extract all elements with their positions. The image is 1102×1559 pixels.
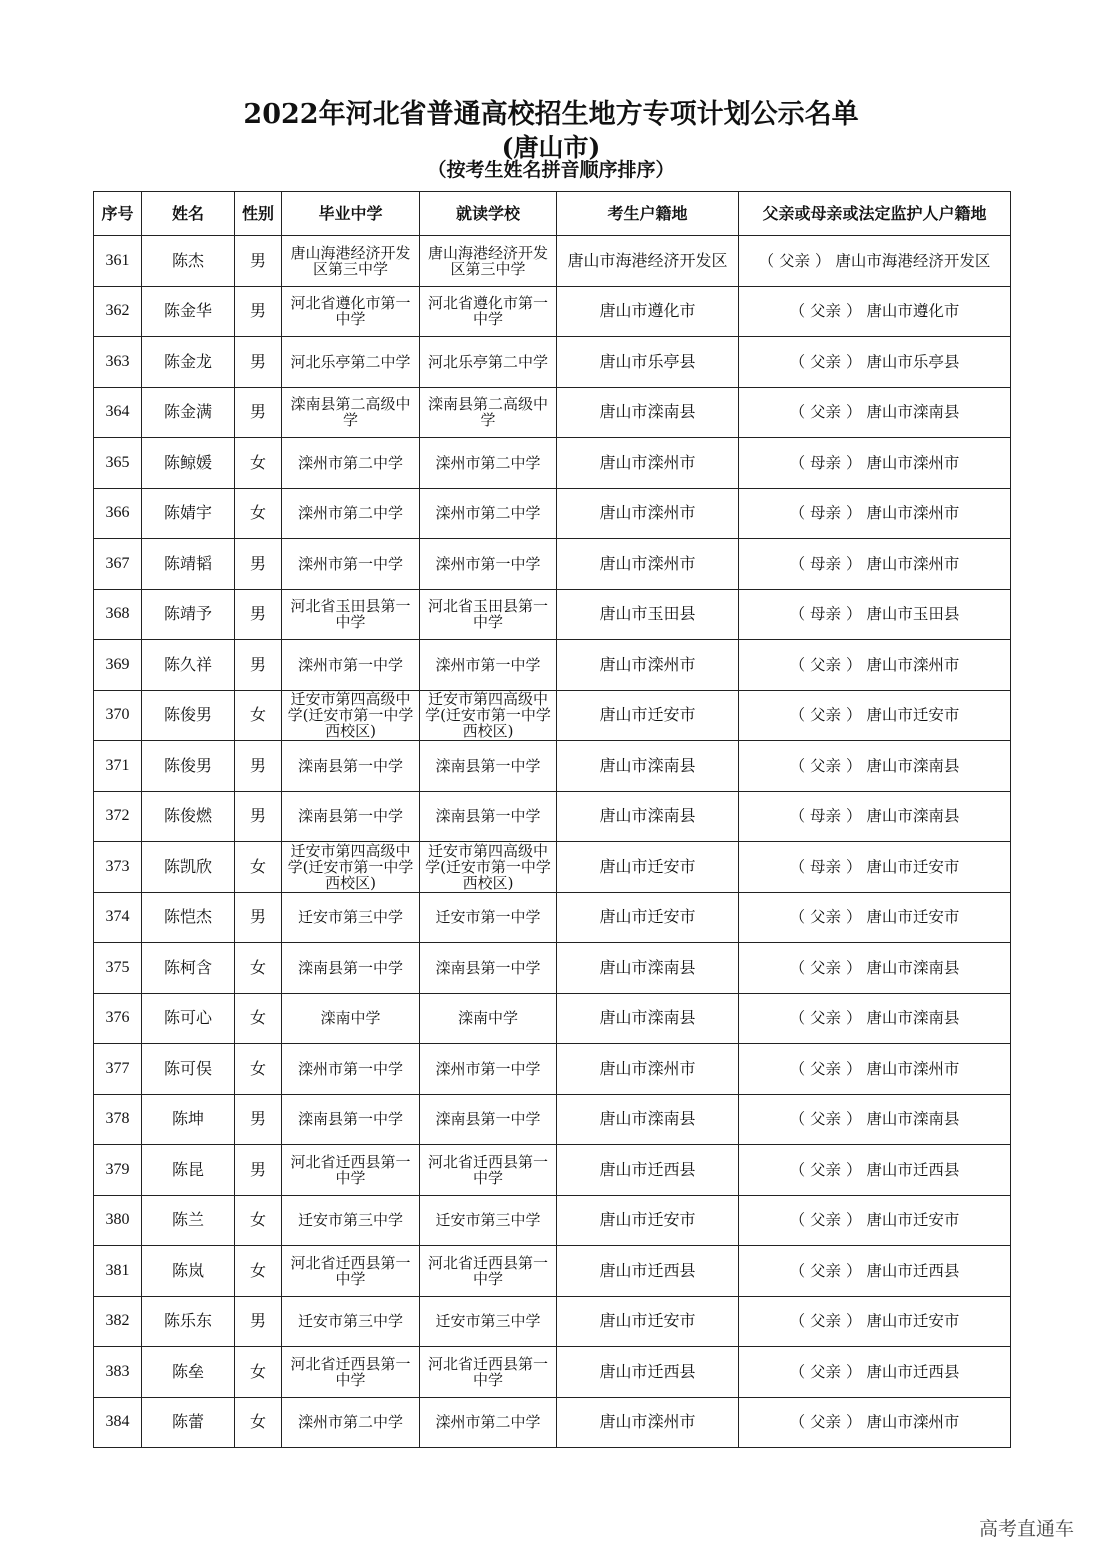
gender-cell: 男 (235, 640, 282, 691)
name-cell: 陈靖韬 (142, 539, 235, 590)
name-cell: 陈兰 (142, 1195, 235, 1246)
guardian-residence-cell: （ 父亲 ） 唐山市迁安市 (739, 1195, 1011, 1246)
residence-cell: 唐山市滦州市 (557, 488, 739, 539)
header-name: 姓名 (142, 192, 235, 236)
grad-school-cell: 滦南县第一中学 (282, 1094, 420, 1145)
seq-cell: 370 (94, 690, 142, 741)
grad-school-cell: 迁安市第四高级中学(迁安市第一中学西校区) (282, 690, 420, 741)
name-cell: 陈俊男 (142, 690, 235, 741)
current-school-cell: 滦州市第一中学 (420, 1044, 557, 1095)
current-school-cell: 滦南县第一中学 (420, 791, 557, 842)
current-school-cell: 河北省迁西县第一中学 (420, 1246, 557, 1297)
seq-cell: 362 (94, 286, 142, 337)
guardian-residence-cell: （ 父亲 ） 唐山市滦南县 (739, 993, 1011, 1044)
seq-cell: 382 (94, 1296, 142, 1347)
grad-school-cell: 滦南中学 (282, 993, 420, 1044)
seq-cell: 364 (94, 387, 142, 438)
grad-school-cell: 河北省玉田县第一中学 (282, 589, 420, 640)
guardian-residence-cell: （ 父亲 ） 唐山市迁西县 (739, 1347, 1011, 1398)
current-school-cell: 滦州市第二中学 (420, 1397, 557, 1448)
seq-cell: 376 (94, 993, 142, 1044)
guardian-residence-cell: （ 父亲 ） 唐山市滦南县 (739, 1094, 1011, 1145)
seq-cell: 372 (94, 791, 142, 842)
guardian-residence-cell: （ 父亲 ） 唐山市滦南县 (739, 943, 1011, 994)
residence-cell: 唐山市滦州市 (557, 1397, 739, 1448)
grad-school-cell: 迁安市第三中学 (282, 1296, 420, 1347)
header-grad-school: 毕业中学 (282, 192, 420, 236)
table-header-row (94, 192, 1011, 236)
table-row (94, 1145, 1011, 1196)
seq-cell: 384 (94, 1397, 142, 1448)
current-school-cell: 滦州市第一中学 (420, 640, 557, 691)
grad-school-cell: 河北省遵化市第一中学 (282, 286, 420, 337)
guardian-residence-cell: （ 母亲 ） 唐山市迁安市 (739, 842, 1011, 893)
seq-cell: 373 (94, 842, 142, 893)
residence-cell: 唐山市迁安市 (557, 1296, 739, 1347)
seq-cell: 371 (94, 741, 142, 792)
grad-school-cell: 滦南县第一中学 (282, 943, 420, 994)
residence-cell: 唐山市滦州市 (557, 438, 739, 489)
grad-school-cell: 滦南县第二高级中学 (282, 387, 420, 438)
seq-cell: 379 (94, 1145, 142, 1196)
seq-cell: 365 (94, 438, 142, 489)
name-cell: 陈可心 (142, 993, 235, 1044)
residence-cell: 唐山市滦州市 (557, 640, 739, 691)
gender-cell: 男 (235, 539, 282, 590)
table-row (94, 1347, 1011, 1398)
guardian-residence-cell: （ 父亲 ） 唐山市迁安市 (739, 892, 1011, 943)
current-school-cell: 迁安市第一中学 (420, 892, 557, 943)
gender-cell: 女 (235, 1397, 282, 1448)
seq-cell: 383 (94, 1347, 142, 1398)
gender-cell: 男 (235, 387, 282, 438)
residence-cell: 唐山市乐亭县 (557, 337, 739, 388)
gender-cell: 女 (235, 1044, 282, 1095)
table-row (94, 286, 1011, 337)
residence-cell: 唐山市迁西县 (557, 1246, 739, 1297)
residence-cell: 唐山市滦州市 (557, 539, 739, 590)
header-seq: 序号 (94, 192, 142, 236)
current-school-cell: 滦州市第一中学 (420, 539, 557, 590)
seq-cell: 369 (94, 640, 142, 691)
grad-school-cell: 迁安市第四高级中学(迁安市第一中学西校区) (282, 842, 420, 893)
guardian-residence-cell: （ 父亲 ） 唐山市滦州市 (739, 1397, 1011, 1448)
current-school-cell: 滦南中学 (420, 993, 557, 1044)
current-school-cell: 河北省迁西县第一中学 (420, 1145, 557, 1196)
grad-school-cell: 河北省迁西县第一中学 (282, 1145, 420, 1196)
grad-school-cell: 河北乐亭第二中学 (282, 337, 420, 388)
name-cell: 陈乐东 (142, 1296, 235, 1347)
seq-cell: 361 (94, 236, 142, 287)
guardian-residence-cell: （ 父亲 ） 唐山市滦南县 (739, 387, 1011, 438)
header-residence: 考生户籍地 (557, 192, 739, 236)
gender-cell: 女 (235, 690, 282, 741)
guardian-residence-cell: （ 母亲 ） 唐山市滦南县 (739, 791, 1011, 842)
current-school-cell: 滦州市第二中学 (420, 438, 557, 489)
grad-school-cell: 滦南县第一中学 (282, 741, 420, 792)
residence-cell: 唐山市迁安市 (557, 1195, 739, 1246)
gender-cell: 男 (235, 1145, 282, 1196)
grad-school-cell: 滦南县第一中学 (282, 791, 420, 842)
table-row (94, 539, 1011, 590)
name-cell: 陈柯含 (142, 943, 235, 994)
guardian-residence-cell: （ 父亲 ） 唐山市迁西县 (739, 1246, 1011, 1297)
gender-cell: 男 (235, 1094, 282, 1145)
grad-school-cell: 迁安市第三中学 (282, 1195, 420, 1246)
table-row (94, 1044, 1011, 1095)
table-row (94, 791, 1011, 842)
watermark: 高考直通车 (978, 1518, 1074, 1540)
document-title: 2022年河北省普通高校招生地方专项计划公示名单 (243, 99, 859, 130)
seq-cell: 363 (94, 337, 142, 388)
name-cell: 陈恺杰 (142, 892, 235, 943)
current-school-cell: 滦州市第二中学 (420, 488, 557, 539)
name-cell: 陈鲸媛 (142, 438, 235, 489)
name-cell: 陈靖予 (142, 589, 235, 640)
seq-cell: 375 (94, 943, 142, 994)
gender-cell: 女 (235, 842, 282, 893)
table-row (94, 943, 1011, 994)
residence-cell: 唐山市滦州市 (557, 1044, 739, 1095)
grad-school-cell: 唐山海港经济开发区第三中学 (282, 236, 420, 287)
table-row (94, 1397, 1011, 1448)
guardian-residence-cell: （ 父亲 ） 唐山市乐亭县 (739, 337, 1011, 388)
table-body (94, 236, 1011, 1448)
header-current-school: 就读学校 (420, 192, 557, 236)
gender-cell: 男 (235, 337, 282, 388)
seq-cell: 378 (94, 1094, 142, 1145)
current-school-cell: 迁安市第三中学 (420, 1296, 557, 1347)
guardian-residence-cell: （ 父亲 ） 唐山市迁安市 (739, 1296, 1011, 1347)
student-roster-table (93, 191, 1011, 1448)
gender-cell: 女 (235, 1347, 282, 1398)
gender-cell: 女 (235, 943, 282, 994)
table-row (94, 438, 1011, 489)
gender-cell: 男 (235, 791, 282, 842)
name-cell: 陈俊男 (142, 741, 235, 792)
table-row (94, 892, 1011, 943)
name-cell: 陈金满 (142, 387, 235, 438)
gender-cell: 男 (235, 286, 282, 337)
table-row (94, 337, 1011, 388)
table-row (94, 1195, 1011, 1246)
name-cell: 陈蕾 (142, 1397, 235, 1448)
name-cell: 陈婧宇 (142, 488, 235, 539)
name-cell: 陈岚 (142, 1246, 235, 1297)
grad-school-cell: 滦州市第二中学 (282, 1397, 420, 1448)
residence-cell: 唐山市滦南县 (557, 943, 739, 994)
gender-cell: 女 (235, 1195, 282, 1246)
residence-cell: 唐山市迁西县 (557, 1145, 739, 1196)
guardian-residence-cell: （ 父亲 ） 唐山市迁安市 (739, 690, 1011, 741)
current-school-cell: 河北省迁西县第一中学 (420, 1347, 557, 1398)
table-row (94, 1246, 1011, 1297)
guardian-residence-cell: （ 母亲 ） 唐山市滦州市 (739, 438, 1011, 489)
name-cell: 陈垒 (142, 1347, 235, 1398)
residence-cell: 唐山市海港经济开发区 (557, 236, 739, 287)
seq-cell: 377 (94, 1044, 142, 1095)
seq-cell: 366 (94, 488, 142, 539)
guardian-residence-cell: （ 父亲 ） 唐山市迁西县 (739, 1145, 1011, 1196)
table-row (94, 640, 1011, 691)
residence-cell: 唐山市迁安市 (557, 892, 739, 943)
residence-cell: 唐山市滦南县 (557, 993, 739, 1044)
residence-cell: 唐山市滦南县 (557, 1094, 739, 1145)
name-cell: 陈可俣 (142, 1044, 235, 1095)
current-school-cell: 迁安市第三中学 (420, 1195, 557, 1246)
guardian-residence-cell: （ 父亲 ） 唐山市遵化市 (739, 286, 1011, 337)
gender-cell: 男 (235, 741, 282, 792)
residence-cell: 唐山市滦南县 (557, 387, 739, 438)
gender-cell: 女 (235, 993, 282, 1044)
grad-school-cell: 滦州市第二中学 (282, 438, 420, 489)
current-school-cell: 唐山海港经济开发区第三中学 (420, 236, 557, 287)
table-row (94, 690, 1011, 741)
residence-cell: 唐山市遵化市 (557, 286, 739, 337)
guardian-residence-cell: （ 母亲 ） 唐山市滦州市 (739, 488, 1011, 539)
grad-school-cell: 滦州市第一中学 (282, 640, 420, 691)
table-row (94, 1296, 1011, 1347)
current-school-cell: 滦南县第一中学 (420, 1094, 557, 1145)
residence-cell: 唐山市迁安市 (557, 842, 739, 893)
seq-cell: 381 (94, 1246, 142, 1297)
table-row (94, 993, 1011, 1044)
current-school-cell: 滦南县第一中学 (420, 943, 557, 994)
grad-school-cell: 河北省迁西县第一中学 (282, 1246, 420, 1297)
name-cell: 陈金龙 (142, 337, 235, 388)
grad-school-cell: 滦州市第二中学 (282, 488, 420, 539)
name-cell: 陈凯欣 (142, 842, 235, 893)
guardian-residence-cell: （ 母亲 ） 唐山市滦州市 (739, 539, 1011, 590)
grad-school-cell: 迁安市第三中学 (282, 892, 420, 943)
table-row (94, 488, 1011, 539)
gender-cell: 男 (235, 236, 282, 287)
header-guardian-residence: 父亲或母亲或法定监护人户籍地 (739, 192, 1011, 236)
guardian-residence-cell: （ 母亲 ） 唐山市玉田县 (739, 589, 1011, 640)
city-subtitle: (唐山市) (501, 133, 601, 162)
name-cell: 陈杰 (142, 236, 235, 287)
name-cell: 陈久祥 (142, 640, 235, 691)
current-school-cell: 滦南县第一中学 (420, 741, 557, 792)
residence-cell: 唐山市迁安市 (557, 690, 739, 741)
guardian-residence-cell: （ 父亲 ） 唐山市滦南县 (739, 741, 1011, 792)
name-cell: 陈金华 (142, 286, 235, 337)
seq-cell: 368 (94, 589, 142, 640)
residence-cell: 唐山市迁西县 (557, 1347, 739, 1398)
table-row (94, 842, 1011, 893)
grad-school-cell: 滦州市第一中学 (282, 1044, 420, 1095)
name-cell: 陈昆 (142, 1145, 235, 1196)
header-gender: 性别 (235, 192, 282, 236)
gender-cell: 女 (235, 488, 282, 539)
seq-cell: 374 (94, 892, 142, 943)
current-school-cell: 河北省遵化市第一中学 (420, 286, 557, 337)
current-school-cell: 河北省玉田县第一中学 (420, 589, 557, 640)
gender-cell: 男 (235, 589, 282, 640)
gender-cell: 女 (235, 1246, 282, 1297)
sort-note: （按考生姓名拼音顺序排序） (427, 159, 675, 181)
current-school-cell: 迁安市第四高级中学(迁安市第一中学西校区) (420, 842, 557, 893)
residence-cell: 唐山市滦南县 (557, 791, 739, 842)
table-row (94, 236, 1011, 287)
table-row (94, 589, 1011, 640)
table-row (94, 1094, 1011, 1145)
guardian-residence-cell: （ 父亲 ） 唐山市海港经济开发区 (739, 236, 1011, 287)
name-cell: 陈俊燃 (142, 791, 235, 842)
residence-cell: 唐山市滦南县 (557, 741, 739, 792)
table-row (94, 387, 1011, 438)
gender-cell: 女 (235, 438, 282, 489)
seq-cell: 380 (94, 1195, 142, 1246)
seq-cell: 367 (94, 539, 142, 590)
current-school-cell: 滦南县第二高级中学 (420, 387, 557, 438)
residence-cell: 唐山市玉田县 (557, 589, 739, 640)
current-school-cell: 河北乐亭第二中学 (420, 337, 557, 388)
gender-cell: 男 (235, 892, 282, 943)
grad-school-cell: 滦州市第一中学 (282, 539, 420, 590)
table-row (94, 741, 1011, 792)
gender-cell: 男 (235, 1296, 282, 1347)
guardian-residence-cell: （ 父亲 ） 唐山市滦州市 (739, 1044, 1011, 1095)
grad-school-cell: 河北省迁西县第一中学 (282, 1347, 420, 1398)
name-cell: 陈坤 (142, 1094, 235, 1145)
guardian-residence-cell: （ 父亲 ） 唐山市滦州市 (739, 640, 1011, 691)
current-school-cell: 迁安市第四高级中学(迁安市第一中学西校区) (420, 690, 557, 741)
